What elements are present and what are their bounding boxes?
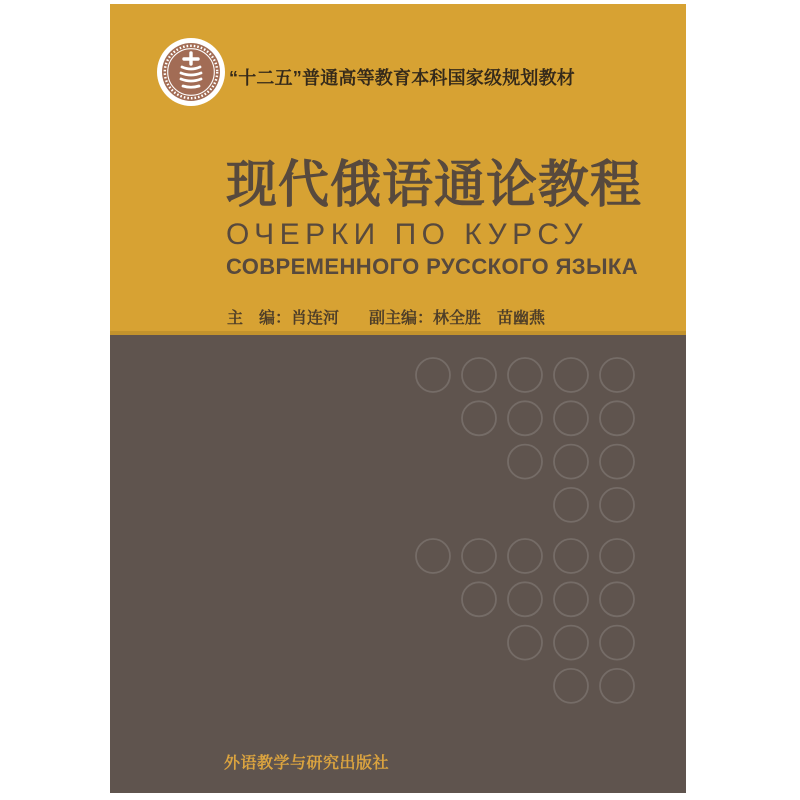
- decorative-circle: [416, 358, 450, 392]
- book-cover: [110, 4, 686, 793]
- decorative-circle: [462, 358, 496, 392]
- decorative-circle: [554, 358, 588, 392]
- decorative-circle: [508, 445, 542, 479]
- decorative-circle: [554, 669, 588, 703]
- publisher-name: 外语教学与研究出版社: [224, 755, 390, 772]
- decorative-circle: [554, 401, 588, 435]
- decorative-circle: [462, 582, 496, 616]
- decorative-circle: [554, 539, 588, 573]
- decorative-circle: [508, 539, 542, 573]
- decorative-circle: [600, 488, 634, 522]
- decorative-circle: [508, 358, 542, 392]
- decorative-circle: [600, 626, 634, 660]
- decorative-circle: [554, 626, 588, 660]
- decorative-circle: [600, 582, 634, 616]
- book-title-russian-line1: ОЧЕРКИ ПО КУРСУ: [226, 218, 589, 251]
- decorative-circle: [600, 669, 634, 703]
- series-banner-text: “十二五”普通高等教育本科国家级规划教材: [229, 68, 575, 88]
- decorative-circle: [600, 445, 634, 479]
- decorative-circle-pattern: [110, 335, 686, 793]
- decorative-circle: [554, 582, 588, 616]
- decorative-circle: [600, 401, 634, 435]
- chief-editor: 主 编：肖连河: [227, 310, 340, 327]
- book-title-chinese: 现代俄语通论教程: [226, 158, 643, 214]
- decorative-circle: [508, 626, 542, 660]
- decorative-circle: [416, 539, 450, 573]
- decorative-circle: [600, 358, 634, 392]
- editors-line: [227, 305, 545, 328]
- book-title-russian-line2: СОВРЕМЕННОГО РУССКОГО ЯЗЫКА: [226, 254, 639, 279]
- decorative-circle: [462, 539, 496, 573]
- associate-editors: 副主编：林全胜 苗幽燕: [369, 310, 546, 327]
- decorative-circle: [462, 401, 496, 435]
- cover-bottom-dark-panel: [110, 335, 686, 793]
- decorative-circle: [554, 445, 588, 479]
- cover-top-gold-panel: [110, 4, 686, 335]
- decorative-circle: [554, 488, 588, 522]
- decorative-circle: [600, 539, 634, 573]
- twelfth-five-year-plan-seal-icon: [156, 37, 226, 107]
- decorative-circle: [508, 401, 542, 435]
- decorative-circle: [508, 582, 542, 616]
